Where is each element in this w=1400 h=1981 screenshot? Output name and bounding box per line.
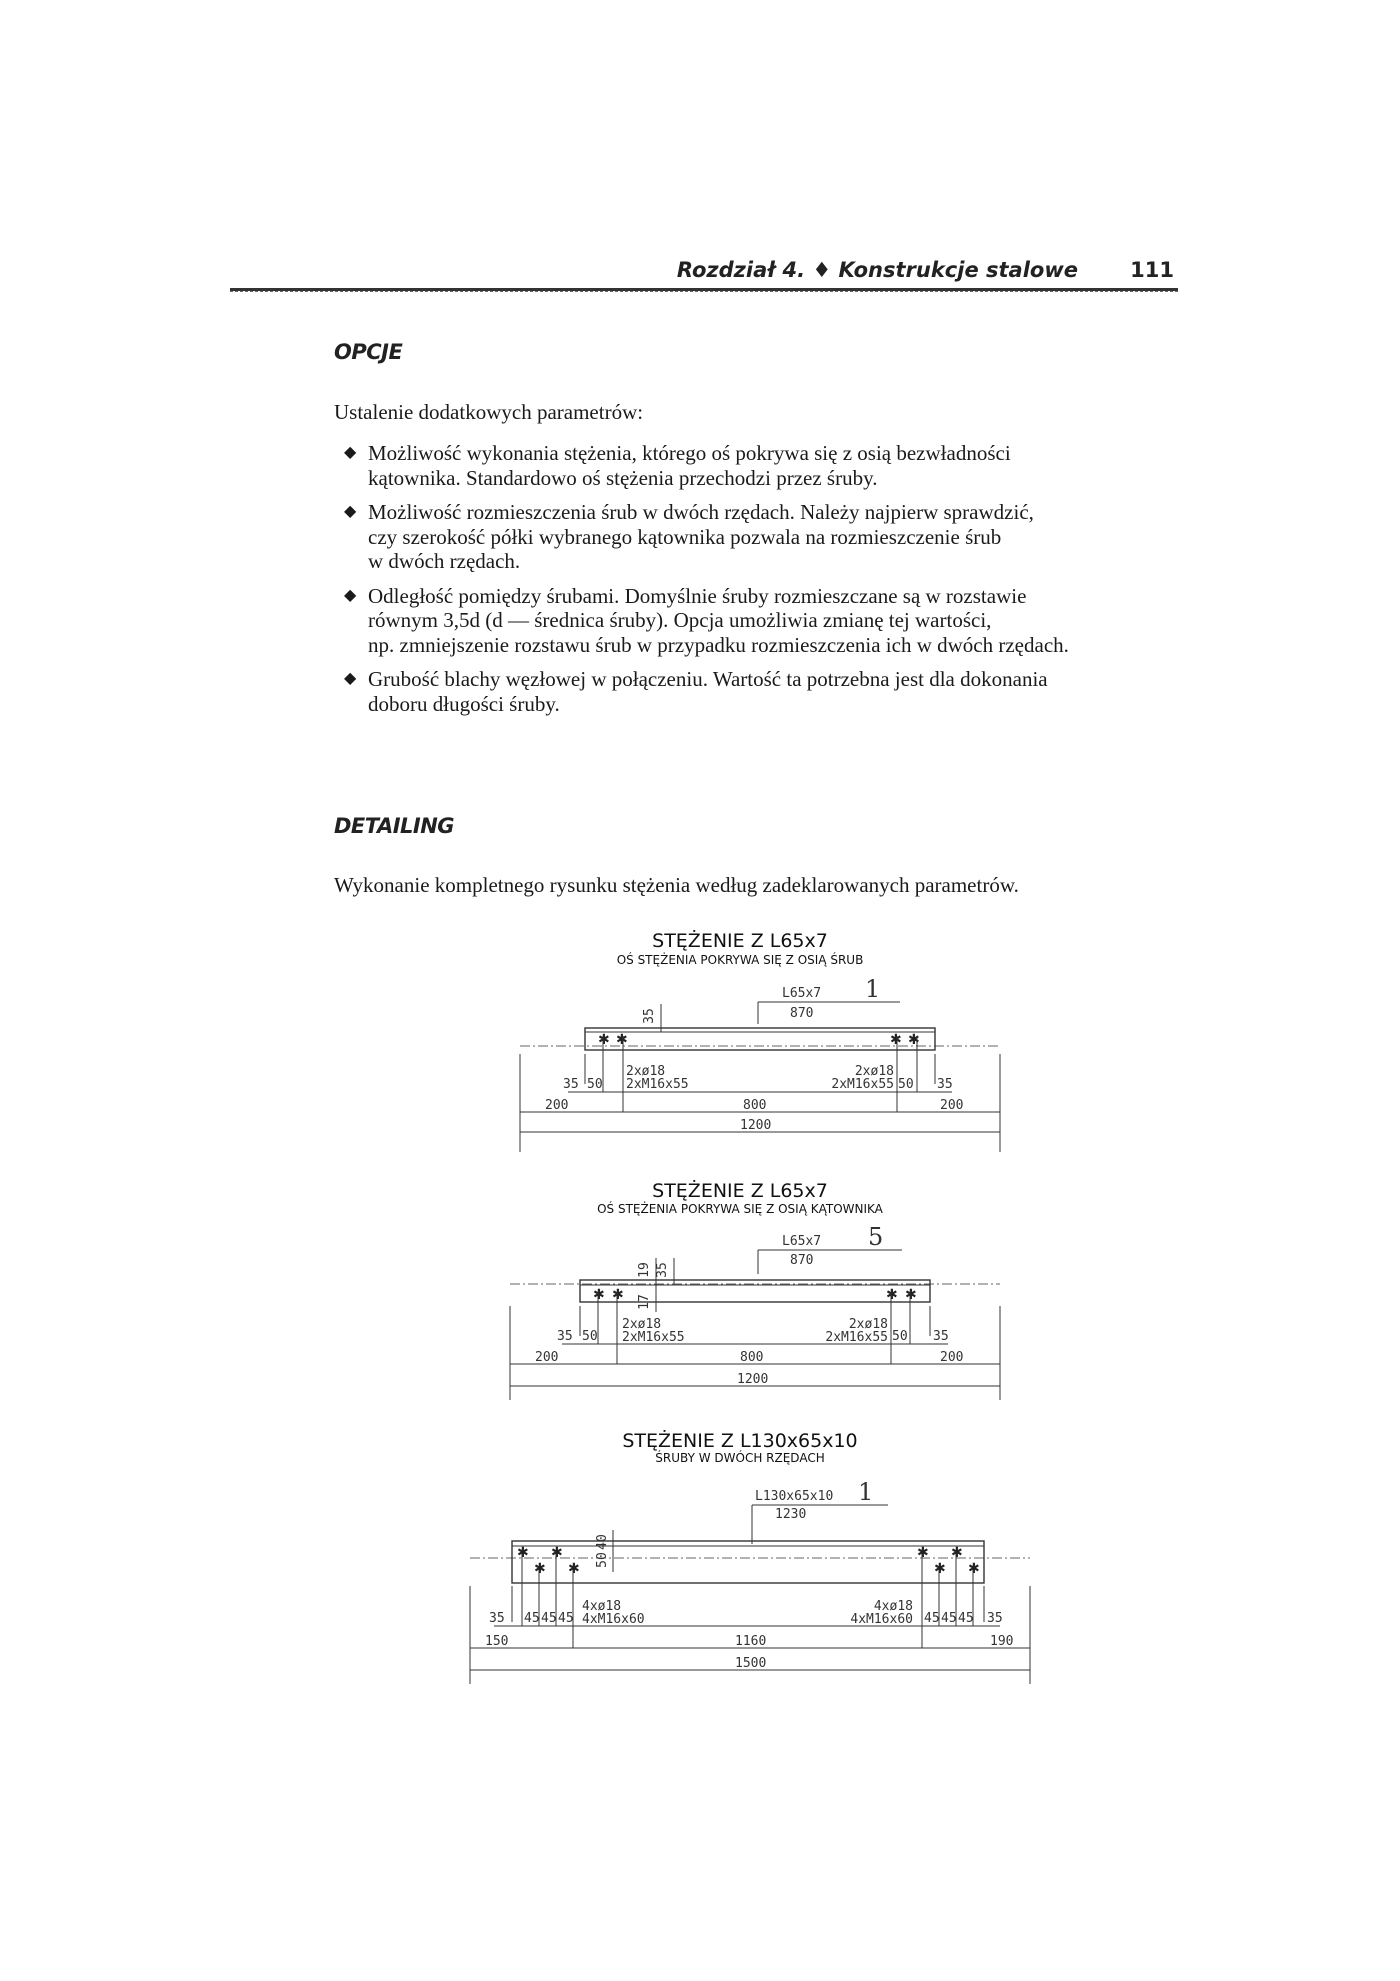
chapter-title: Rozdział 4. ♦ Konstrukcje stalowe	[676, 258, 1078, 282]
opcje-intro: Ustalenie dodatkowych parametrów:	[334, 400, 644, 424]
drawing-bracing-1	[440, 924, 1040, 1154]
dim-text: 200	[545, 1098, 569, 1113]
dim-text: 4xø18	[582, 1599, 622, 1614]
dim-text: 4xM16x60	[582, 1612, 645, 1627]
vertical-dim: 50	[595, 1552, 610, 1568]
length-label: 1230	[775, 1507, 807, 1522]
bolt-icon: ✱	[593, 1287, 605, 1303]
list-item: ◆ Grubość blachy węzłowej w połączeniu. Wartość ta potrzebna jest dla dokonania doboru długości śruby.	[344, 667, 1048, 716]
dim-text: 200	[940, 1350, 964, 1365]
dim-text: 2xø18	[854, 1064, 894, 1079]
detailing-intro: Wykonanie kompletnego rysunku stężenia według zadeklarowanych parametrów.	[334, 873, 1019, 897]
drawing-subtitle: OŚ STĘŻENIA POKRYWA SIĘ Z OSIĄ ŚRUB	[616, 953, 864, 967]
dim-text: 35	[489, 1611, 505, 1626]
vertical-dim: 35	[642, 1008, 657, 1024]
position-mark: 1	[858, 1478, 874, 1506]
profile-label: L65x7	[782, 986, 822, 1001]
bolt-icon: ✱	[551, 1545, 563, 1561]
dim-text: 35	[563, 1077, 579, 1092]
dim-text: 2xM16x55	[622, 1330, 685, 1345]
diamond-bullet-icon: ◆	[344, 586, 357, 604]
bolt-icon: ✱	[917, 1545, 929, 1561]
dim-text: 50	[587, 1077, 603, 1092]
drawing-bracing-2	[440, 1172, 1040, 1402]
dim-text: 2xM16x55	[831, 1077, 894, 1092]
bolt-icon: ✱	[968, 1561, 980, 1577]
drawing-title: STĘŻENIE Z L65x7	[652, 930, 828, 952]
length-label: 870	[790, 1006, 814, 1021]
bolt-icon: ✱	[612, 1287, 624, 1303]
diamond-bullet-icon: ◆	[344, 444, 357, 461]
bolt-icon: ✱	[534, 1561, 546, 1577]
list-item: ◆ Możliwość rozmieszczenia śrub w dwóch rzędach. Należy najpierw sprawdzić, czy szerokość półki wybranego kątownika pozwala na rozmieszczenie śrub w dwóch rzędach.	[344, 500, 1034, 573]
vertical-dim: 35	[655, 1262, 670, 1278]
bolt-icon: ✱	[517, 1545, 529, 1561]
dim-text: 2xø18	[848, 1317, 888, 1332]
page-number: 111	[1130, 258, 1174, 282]
vertical-dim: 17	[637, 1294, 652, 1310]
dim-text: 45	[958, 1611, 974, 1626]
list-item: ◆ Możliwość wykonania stężenia, którego oś pokrywa się z osią bezwładności kątownika. Standardowo oś stężenia przechodzi przez śruby.	[344, 441, 1011, 490]
diamond-bullet-icon: ◆	[344, 503, 357, 520]
dim-text: 4xM16x60	[850, 1612, 913, 1627]
drawing-title: STĘŻENIE Z L65x7	[652, 1180, 828, 1202]
dim-text: 200	[535, 1350, 559, 1365]
bolt-icon: ✱	[568, 1561, 580, 1577]
diamond-bullet-icon: ◆	[344, 670, 357, 687]
dim-text: 45	[924, 1611, 940, 1626]
dim-text: 45	[558, 1611, 574, 1626]
opcje-bullet-list	[334, 441, 1154, 726]
dim-text: 1160	[735, 1634, 767, 1649]
dim-text: 35	[557, 1329, 573, 1344]
dim-text: 4xø18	[873, 1599, 913, 1614]
dim-text: 50	[892, 1329, 908, 1344]
dim-text: 800	[740, 1350, 764, 1365]
dim-text: 190	[990, 1634, 1014, 1649]
dim-text: 35	[933, 1329, 949, 1344]
dim-text: 800	[743, 1098, 767, 1113]
bolt-icon: ✱	[934, 1561, 946, 1577]
dim-text: 35	[937, 1077, 953, 1092]
bolt-icon: ✱	[598, 1032, 610, 1048]
list-item: ◆ Odległość pomiędzy śrubami. Domyślnie śruby rozmieszczane są w rozstawie równym 3,5d (d — średnica śruby). Opcja umożliwia zmianę tej wartości, np. zmniejszenie rozstawu śrub w przypadku rozmieszczenia ich w dwóch rzędach.	[344, 583, 1069, 657]
position-mark: 1	[865, 975, 881, 1003]
length-label: 870	[790, 1253, 814, 1268]
dim-text: 2xM16x55	[825, 1330, 888, 1345]
bolt-icon: ✱	[886, 1287, 898, 1303]
dim-text: 200	[940, 1098, 964, 1113]
header-rule	[230, 288, 1178, 292]
dim-text: 45	[524, 1611, 540, 1626]
dim-text: 2xø18	[622, 1317, 662, 1332]
drawing-title: STĘŻENIE Z L130x65x10	[622, 1430, 858, 1452]
dim-text: 1500	[735, 1656, 767, 1671]
dim-text: 50	[582, 1329, 598, 1344]
bolt-icon: ✱	[908, 1032, 920, 1048]
dim-text: 45	[941, 1611, 957, 1626]
bolt-icon: ✱	[951, 1545, 963, 1561]
position-mark: 5	[868, 1223, 884, 1251]
dim-text: 2xø18	[626, 1064, 666, 1079]
dim-text: 150	[485, 1634, 509, 1649]
drawing-subtitle: ŚRUBY W DWÓCH RZĘDACH	[655, 1451, 825, 1465]
vertical-dim: 19	[637, 1262, 652, 1278]
section-heading-detailing: DETAILING	[334, 814, 455, 838]
bolt-icon: ✱	[890, 1032, 902, 1048]
dim-text: 45	[541, 1611, 557, 1626]
drawing-bracing-3	[440, 1426, 1040, 1686]
profile-label: L130x65x10	[755, 1489, 834, 1504]
dim-text: 2xM16x55	[626, 1077, 689, 1092]
dim-text: 1200	[740, 1118, 772, 1133]
dim-text: 35	[987, 1611, 1003, 1626]
bolt-icon: ✱	[616, 1032, 628, 1048]
section-heading-opcje: OPCJE	[334, 340, 403, 364]
vertical-dim: 40	[595, 1534, 610, 1550]
dim-text: 1200	[737, 1372, 769, 1387]
drawing-subtitle: OŚ STĘŻENIA POKRYWA SIĘ Z OSIĄ KĄTOWNIKA	[597, 1202, 883, 1216]
page-header	[230, 252, 1178, 292]
profile-label: L65x7	[782, 1234, 822, 1249]
dim-text: 50	[898, 1077, 914, 1092]
bolt-icon: ✱	[905, 1287, 917, 1303]
